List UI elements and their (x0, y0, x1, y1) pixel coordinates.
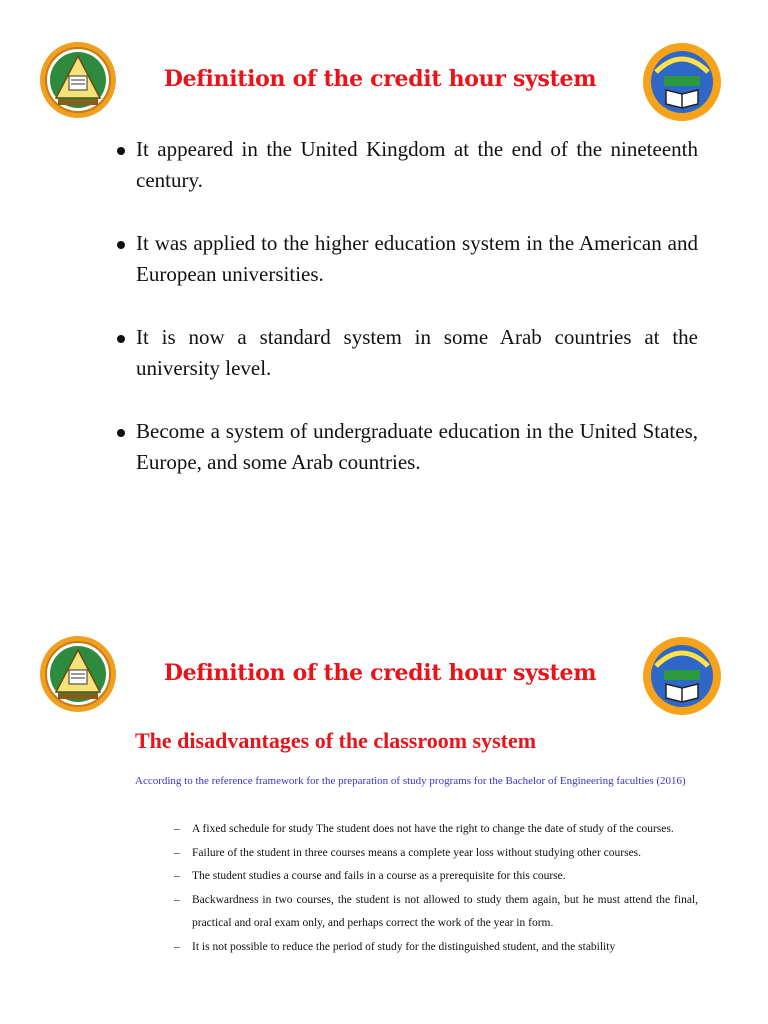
bullet-item: It appeared in the United Kingdom at the end of the nineteenth century. (116, 134, 698, 196)
list-item: – Failure of the student in three courses means a complete year loss without studying other courses. (174, 842, 698, 866)
bullet-dot-icon (117, 147, 125, 155)
reference-note: According to the reference framework for the preparation of study programs for the Bachelor of Engineering faculties (2016) (135, 775, 686, 787)
dash-marker: – (174, 870, 180, 882)
dash-marker: – (174, 823, 180, 835)
bullet-dot-icon (117, 241, 125, 249)
bullet-dot-icon (117, 335, 125, 343)
bullet-item: It is now a standard system in some Arab countries at the university level. (116, 322, 698, 384)
slide-title: Definition of the credit hour system (163, 66, 597, 92)
bullet-dot-icon (117, 429, 125, 437)
list-item: – A fixed schedule for study The student does not have the right to change the date of study of the courses. (174, 818, 698, 842)
tanta-university-logo-icon (642, 42, 722, 122)
section-heading: The disadvantages of the classroom system (135, 728, 537, 753)
disadvantages-list (174, 818, 698, 959)
bullet-item: It was applied to the higher education system in the American and European universities. (116, 228, 698, 290)
list-item: – Backwardness in two courses, the student is not allowed to study them again, but he must attend the final, practical and oral exam only, and perhaps correct the work of the year in form. (174, 889, 698, 936)
slide-2 (0, 594, 768, 1024)
slide-title: Definition of the credit hour system (163, 660, 597, 686)
dash-marker: – (174, 893, 180, 906)
faculty-logo-icon (38, 40, 118, 120)
dash-marker: – (174, 940, 180, 953)
list-item: – It is not possible to reduce the period of study for the distinguished student, and the stability (174, 936, 698, 960)
bullet-item: Become a system of undergraduate education in the United States, Europe, and some Arab countries. (116, 416, 698, 478)
dash-marker: – (174, 846, 180, 859)
list-item: – The student studies a course and fails in a course as a prerequisite for this course. (174, 865, 698, 889)
faculty-logo-icon (38, 634, 118, 714)
bullet-list (116, 134, 698, 510)
tanta-university-logo-icon (642, 636, 722, 716)
